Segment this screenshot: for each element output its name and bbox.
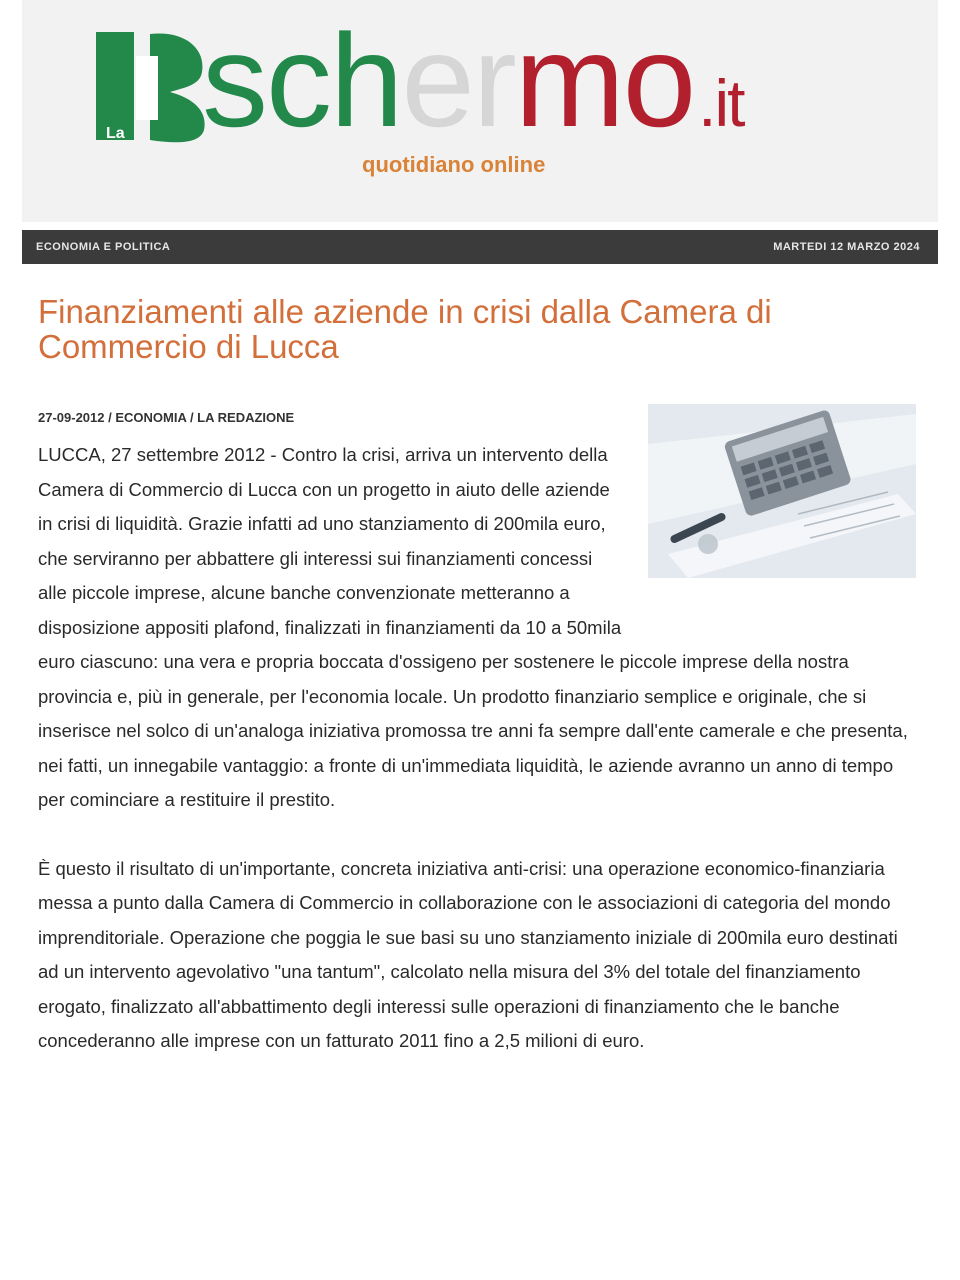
article-body — [38, 438, 916, 1059]
svg-text:La: La — [106, 125, 125, 142]
article-title: Finanziamenti alle aziende in crisi dalla Camera di Commercio di Lucca — [38, 293, 772, 365]
logo-mark-icon — [92, 26, 212, 146]
article-paragraph: LUCCA, 27 settembre 2012 - Contro la crisi, arriva un intervento della Camera di Commercio di Lucca con un progetto in aiuto delle aziende in crisi di liquidità. Grazie infatti ad uno stanziamento di 200mila euro, che serviranno per abbattere gli interessi sui finanziamenti concessi alle piccole imprese, alcune banche convenzionate metteranno a disposizione appositi plafond, finalizzati in finanziamenti da 10 a 50mila euro ciascuno: una vera e propria boccata d'ossigeno per sostenere le piccole imprese della nostra provincia e, più in generale, per l'economia locale. Un prodotto finanziario semplice e originale, che si inserisce nel solco di un'analoga iniziativa promossa tre anni fa sempre dall'ente camerale e che presenta, nei fatti, un innegabile vantaggio: a fronte di un'immediata liquidità, le aziende avranno un anno di tempo per cominciare a restituire il prestito. — [38, 444, 908, 810]
image-float-spacer — [626, 438, 916, 638]
masthead — [22, 0, 938, 222]
tagline: quotidiano online — [362, 152, 546, 177]
category-bar — [22, 230, 938, 264]
section-link[interactable]: ECONOMIA E POLITICA — [36, 241, 171, 253]
article-paragraph: È questo il risultato di un'importante, concreta iniziativa anti-crisi: una operazione economico-finanziaria messa a punto dalla Camera di Commercio in collaborazione con le associazioni di categoria del mondo imprenditoriale. Operazione che poggia le sue basi su uno stanziamento iniziale di 200mila euro destinati ad un intervento agevolativo "una tantum", calcolato nella misura del 3% del totale del finanziamento erogato, finalizzato all'abbattimento degli interessi sulle operazioni di finanziamento che le banche concederanno alle imprese con un fatturato 2011 fino a 2,5 milioni di euro. — [38, 857, 898, 1051]
logo-part-light: er — [401, 7, 515, 154]
page — [22, 0, 938, 1280]
logo-part-red: mo — [514, 7, 695, 154]
article-meta: 27-09-2012 / ECONOMIA / LA REDAZIONE — [38, 410, 295, 425]
site-logo[interactable] — [92, 7, 872, 164]
logo-part-green: sch — [202, 7, 402, 154]
logo-suffix: .it — [698, 66, 744, 140]
current-date: MARTEDI 12 MARZO 2024 — [773, 241, 920, 253]
